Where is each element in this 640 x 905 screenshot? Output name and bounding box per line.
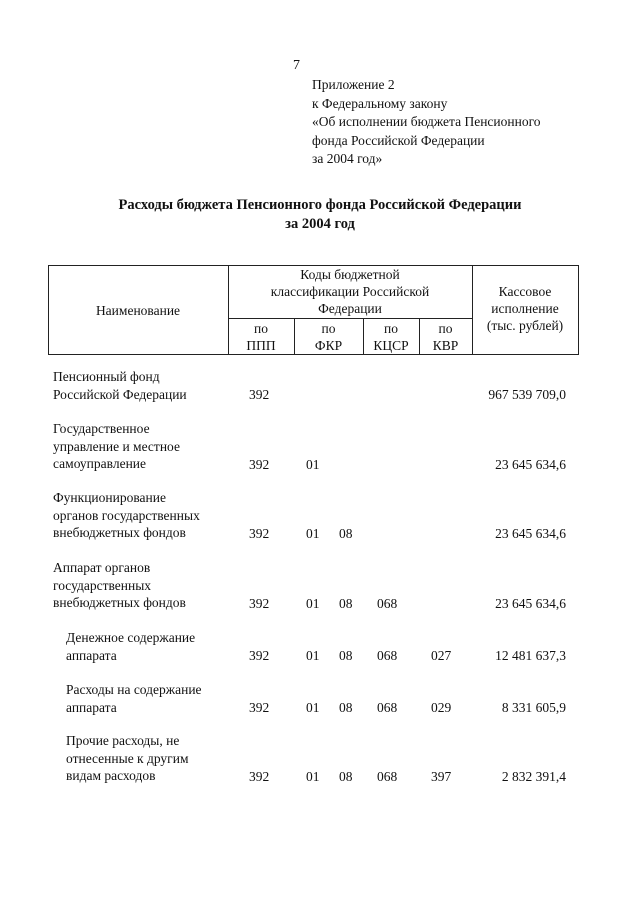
header-sub-top: по (321, 321, 336, 336)
header-border-mid (228, 318, 472, 319)
header-sub-top: по (438, 321, 453, 336)
cell-fkr-sub: 08 (339, 769, 353, 784)
row-name (66, 732, 189, 785)
row-name-line: внебюджетных фондов (53, 525, 186, 540)
header-execution (472, 283, 578, 334)
cell-kcsr: 068 (377, 769, 398, 784)
cell-ppp: 392 (249, 596, 270, 611)
header-codes-line: классификации Российской (270, 284, 430, 299)
document-title (0, 196, 640, 234)
appendix-line: «Об исполнении бюджета Пенсионного (312, 114, 541, 129)
row-name-line: Расходы на содержание (66, 682, 202, 697)
cell-amount: 23 645 634,6 (495, 526, 566, 541)
row-name-line: самоуправление (53, 456, 147, 471)
header-sub-top: по (384, 321, 398, 336)
cell-amount: 2 832 391,4 (501, 769, 566, 784)
cell-amount: 8 331 605,9 (501, 700, 566, 715)
header-sub-bottom: КЦСР (373, 338, 409, 353)
header-codes (228, 266, 472, 317)
header-sub-bottom: КВР (432, 338, 459, 353)
header-sub-fkr (294, 320, 363, 354)
appendix-line: Приложение 2 (312, 77, 395, 92)
row-name (53, 420, 180, 473)
cell-kvr: 029 (431, 700, 452, 715)
header-sub-bottom: ФКР (314, 338, 343, 353)
header-codes-line: Коды бюджетной (300, 267, 400, 282)
row-name-line: внебюджетных фондов (53, 595, 186, 610)
appendix-line: к Федеральному закону (312, 95, 448, 111)
header-sub-ppp (228, 320, 294, 354)
row-name (66, 681, 202, 716)
header-sub-top: по (254, 321, 268, 336)
appendix-line: фонда Российской Федерации (312, 132, 485, 148)
header-sub-bottom: ППП (246, 338, 276, 353)
cell-ppp: 392 (249, 648, 270, 663)
row-name-line: видам расходов (66, 768, 156, 783)
cell-amount: 12 481 637,3 (495, 648, 566, 663)
cell-ppp: 392 (249, 387, 270, 402)
cell-fkr-sub: 08 (339, 648, 353, 663)
page-number: 7 (293, 58, 300, 73)
row-name-line: Прочие расходы, не (66, 733, 180, 748)
header-execution-line: Кассовое (498, 284, 552, 299)
cell-amount: 967 539 709,0 (488, 387, 566, 402)
row-name-line: органов государственных (53, 507, 200, 523)
appendix-note (312, 76, 541, 169)
cell-ppp: 392 (249, 769, 270, 784)
cell-fkr-sub: 08 (339, 526, 353, 541)
cell-kcsr: 068 (377, 648, 398, 663)
cell-ppp: 392 (249, 526, 270, 541)
appendix-line: за 2004 год» (312, 151, 383, 166)
cell-fkr: 01 (306, 769, 320, 784)
row-name-line: Пенсионный фонд (53, 369, 160, 384)
cell-fkr-sub: 08 (339, 596, 353, 611)
cell-fkr-sub: 08 (339, 700, 353, 715)
cell-kvr: 397 (431, 769, 452, 784)
title-line: за 2004 год (285, 216, 355, 232)
cell-fkr: 01 (306, 457, 320, 472)
header-border-right (578, 265, 579, 355)
header-execution-line: (тыс. рублей) (486, 318, 564, 333)
header-sub-kcsr (363, 320, 419, 354)
header-name: Наименование (95, 303, 181, 318)
header-border-bottom (48, 354, 579, 355)
row-name-line: управление и местное (53, 438, 180, 454)
row-name (53, 559, 186, 612)
row-name-line: Российской Федерации (53, 386, 187, 402)
cell-kcsr: 068 (377, 700, 398, 715)
cell-ppp: 392 (249, 700, 270, 715)
cell-fkr: 01 (306, 700, 320, 715)
row-name-line: государственных (53, 577, 152, 593)
header-sub-kvr (419, 320, 472, 354)
cell-ppp: 392 (249, 457, 270, 472)
title-line: Расходы бюджета Пенсионного фонда Российской Федерации (118, 197, 522, 213)
cell-fkr: 01 (306, 526, 320, 541)
row-name (66, 629, 195, 664)
header-execution-line: исполнение (491, 301, 559, 316)
cell-amount: 23 645 634,6 (495, 596, 566, 611)
cell-kvr: 027 (431, 648, 452, 663)
row-name-line: Государственное (53, 421, 150, 436)
header-codes-line: Федерации (318, 301, 382, 316)
row-name-line: Денежное содержание (66, 630, 196, 645)
cell-fkr: 01 (306, 648, 320, 663)
row-name-line: Аппарат органов (53, 560, 151, 575)
cell-amount: 23 645 634,6 (495, 457, 566, 472)
cell-kcsr: 068 (377, 596, 398, 611)
row-name-line: аппарата (66, 699, 117, 715)
row-name-line: отнесенные к другим (66, 750, 189, 766)
row-name-line: Функционирование (53, 490, 166, 505)
cell-fkr: 01 (306, 596, 320, 611)
row-name (53, 489, 200, 542)
row-name-line: аппарата (66, 647, 117, 663)
row-name (53, 368, 187, 403)
